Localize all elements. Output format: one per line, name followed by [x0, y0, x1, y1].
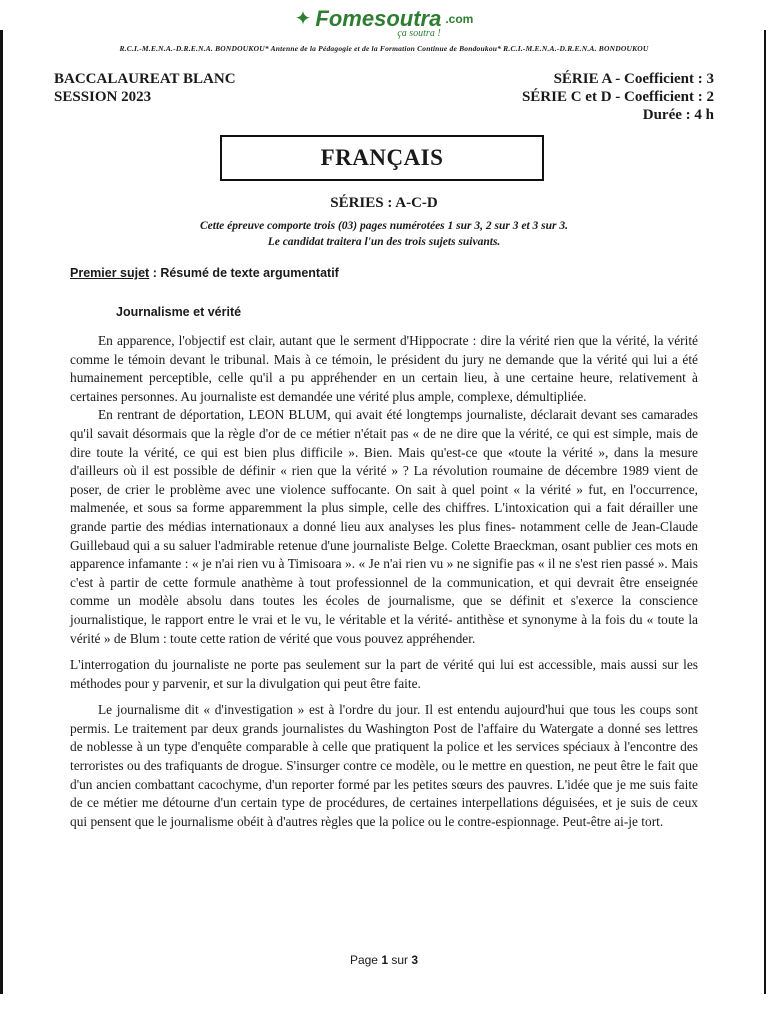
serie-a-coefficient: SÉRIE A - Coefficient : 3 — [553, 71, 714, 87]
logo-name: Fomesoutra — [315, 6, 442, 31]
subject-box — [220, 135, 544, 181]
exam-session: SESSION 2023 — [54, 89, 152, 105]
instruction-line: Le candidat traitera l'un des trois sujets suivants. — [267, 236, 501, 248]
text-title: Journalisme et vérité — [116, 305, 242, 319]
serie-cd-coefficient: SÉRIE C et D - Coefficient : 2 — [521, 89, 714, 105]
logo-tld: .com — [445, 12, 474, 26]
exam-title: BACCALAUREAT BLANC — [54, 71, 236, 87]
page-current: 1 — [381, 953, 388, 967]
organization-line: R.C.I.-M.E.N.A.-D.R.E.N.A. BONDOUKOU* Antenne de la Pédagogie et de la Formation Continue de Bondoukou* R.C.I.-M.E.N.A.-D.R.E.N.A. BONDOUKOU — [119, 44, 649, 53]
paragraph: En apparence, l'objectif est clair, autant que le serment d'Hippocrate : dire la vérité rien que la vérité, la vérité comme le témoin devant le tribunal. Mais à ce témoin, le président du jury ne demande que la vérité qui lui a été humainement perceptible, celle qu'il a pu appréhender en un certain lieu, à une certaine heure, relativement à certaines personnes. Au journaliste est demandée une vérité plus ample, complexe, démultipliée. — [70, 333, 698, 404]
subject-label: Premier sujet — [70, 266, 150, 280]
page-number — [0, 953, 768, 967]
subject-type: : Résumé de texte argumentatif — [149, 266, 339, 280]
exam-duration: Durée : 4 h — [642, 107, 714, 123]
exam-instructions — [0, 218, 768, 250]
paragraph: En rentrant de déportation, LEON BLUM, qui avait été longtemps journaliste, déclarait devant ses camarades qu'il savait désormais que la règle d'or de ce métier n'était pas « de ne dire que la vérité, ce qui est simple, mais de dire toute la vérité, ce qui est bien plus difficile ». Bien. Mais qu'est-ce que «toute la vérité », dans la mesure d'ailleurs où il est possible de définir « rien que la vérité » ? La révolution roumaine de décembre 1989 vient de poser, de crier le problème avec une violence suffocante. On sait à quel point « la vérité » fut, en l'occurrence, malmenée, et sous sa forme apparemment la plus simple, celle des chiffres. L'intoxication qui a fait dérailler une grande partie des médias internationaux a donné lieu aux analyses les plus fines- notamment celle de Jean-Claude Guillebaud qui a su saluer l'admirable retenue d'une journaliste Belge. Colette Braeckman, osant publier ces mots en apparence infamante : « je n'ai rien vu à Timisoara ». « Je n'ai rien vu » ne signifie pas « il ne s'est rien passé ». Mais c'est à partir de cette formule anathème à tout professionnel de la communication, et qui devrait être enseignée comme un modèle absolu dans toutes les écoles de journalisme, que se définit et s'exerce la conscience journalistique, le rapport entre le vrai et le vu, le véritable et la vérité- antithèse et synonyme à la fois du « toute la vérité » de Blum : toute cette ration de vérité que vous pouvez appréhender. — [70, 407, 698, 646]
sur-word: sur — [391, 953, 409, 967]
exam-header-left — [54, 70, 236, 106]
logo-tagline: ça soutra ! — [397, 28, 441, 39]
series-label: SÉRIES : A-C-D — [330, 195, 438, 211]
exam-header-right — [522, 70, 714, 124]
paragraph: Le journalisme dit « d'investigation » est à l'ordre du jour. Il est entendu aujourd'hui que tous les coups sont permis. Le traitement par deux grands journalistes du Washington Post de l'affaire du Watergate a donné ses lettres de noblesse à un type d'enquête comparable à celle que pratiquent la police et les services spéciaux à l'encontre des terroristes ou des trafiquants de drogue. S'insurger contre ce modèle, ou le mettre en question, ne peut être le fait que d'un ancien combattant cacochyme, d'un reporter formé par les petites sœurs des pauvres. L'idée que je me suis faite de ce métier me détourne d'un certain type de procédures, de certaines interpellations déguisées, et je suis de ceux qui pensent que le journalisme obéit à d'autres règles que la police ou le contre-espionnage. Peut-être ai-je tort. — [70, 702, 698, 829]
runner-icon: ✦ — [294, 8, 312, 30]
instruction-line: Cette épreuve comporte trois (03) pages numérotées 1 sur 3, 2 sur 3 et 3 sur 3. — [200, 220, 568, 232]
site-logo — [0, 6, 768, 39]
text-body — [70, 332, 698, 831]
paragraph: L'interrogation du journaliste ne porte pas seulement sur la part de vérité qui lui est accessible, mais aussi sur les méthodes pour y parvenir, et sur la divulgation qui peut être faite. — [70, 657, 698, 691]
page-total: 3 — [411, 953, 419, 967]
subject-title: FRANÇAIS — [320, 145, 444, 170]
page-word: Page — [349, 953, 378, 967]
page-edge-right — [764, 30, 766, 994]
first-subject-heading — [70, 266, 339, 280]
page-edge-left — [0, 30, 3, 994]
